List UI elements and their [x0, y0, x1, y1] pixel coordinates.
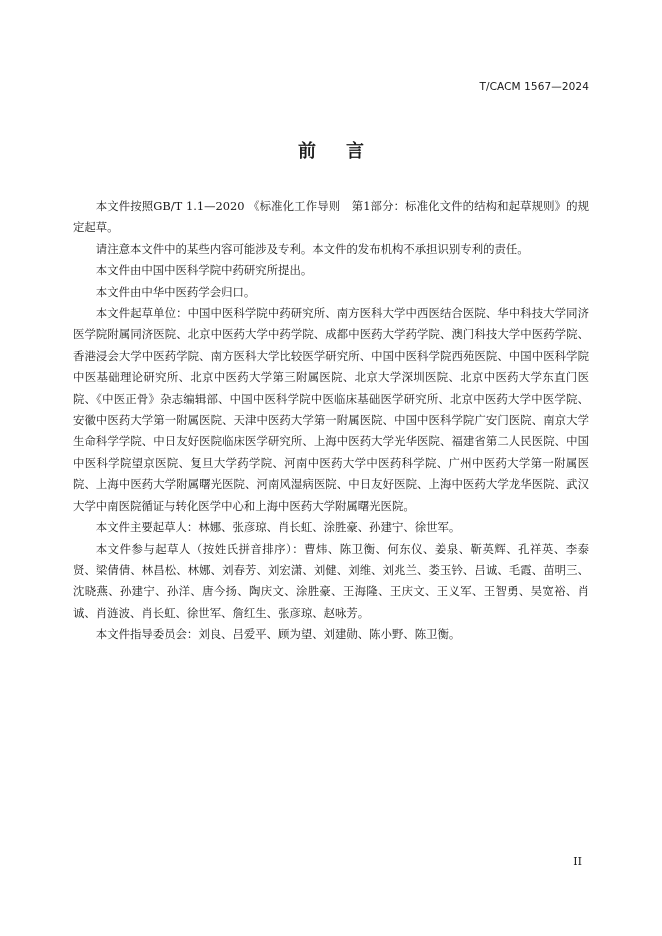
paragraph-participating-drafters: 本文件参与起草人（按姓氏拼音排序）：曹炜、陈卫衡、何东仪、姜泉、靳英辉、孔祥英、李泰贤、梁倩倩、林昌松、林娜、刘春芳、刘宏潇、刘健、刘维、刘兆兰、娄玉钤、吕诚、毛霞、苗明三、沈晓燕、孙建宁、孙洋、唐今扬、陶庆文、涂胜豪、王海隆、王庆文、王义军、王智勇、吴宽裕、肖诚、肖涟波、肖长虹、徐世军、詹红生、张彦琼、赵咏芳。 [73, 541, 589, 620]
paragraph-administrator: 本文件由中华中医药学会归口。 [95, 284, 256, 299]
paragraph-main-drafters: 本文件主要起草人：林娜、张彦琼、肖长虹、涂胜豪、孙建宁、徐世军。 [95, 520, 461, 535]
paragraph-proposer: 本文件由中国中医科学院中药研究所提出。 [95, 263, 313, 278]
page-title: 前言 [298, 141, 394, 162]
paragraph-patent-notice: 请注意本文件中的某些内容可能涉及专利。本文件的发布机构不承担识别专利的责任。 [95, 241, 529, 256]
paragraph-guidance-committee: 本文件指导委员会：刘良、吕爱平、顾为望、刘建勋、陈小野、陈卫衡。 [95, 627, 461, 642]
paragraph-drafting-units: 本文件起草单位：中国中医科学院中药研究所、南方医科大学中西医结合医院、华中科技大学同济医学院附属同济医院、北京中医药大学中药学院、成都中医药大学药学院、澳门科技大学中医药学院、香港浸会大学中医药学院、南方医科大学比较医学研究所、中国中医科学院西苑医院、中国中医科学院中医基础理论研究所、北京中医药大学第三附属医院、北京大学深圳医院、北京中医药大学东直门医院、《中医正骨》杂志编辑部、中国中医科学院中医临床基础医学研究所、北京中医药大学中医学院、安徽中医药大学第一附属医院、天津中医药大学第一附属医院、中国中医科学院广安门医院、南京大学生命科学学院、中日友好医院临床医学研究所、上海中医药大学光华医院、福建省第二人民医院、中国中医科学院望京医院、复旦大学药学院、河南中医药大学中医药科学院、广州中医药大学第一附属医院、上海中医药大学附属曙光医院、河南风湿病医院、中日友好医院、上海中医药大学龙华医院、武汉大学中南医院循证与转化医学中心和上海中医药大学附属曙光医院。 [73, 306, 589, 513]
document-code: T/CACM 1567—2024 [479, 81, 589, 93]
paragraph-standard-basis: 本文件按照GB/T 1.1—2020 《标准化工作导则 第1部分：标准化文件的结构和起草规则》的规定起草。 [73, 199, 589, 235]
preface-body [73, 196, 589, 646]
page-number: II [573, 855, 582, 868]
